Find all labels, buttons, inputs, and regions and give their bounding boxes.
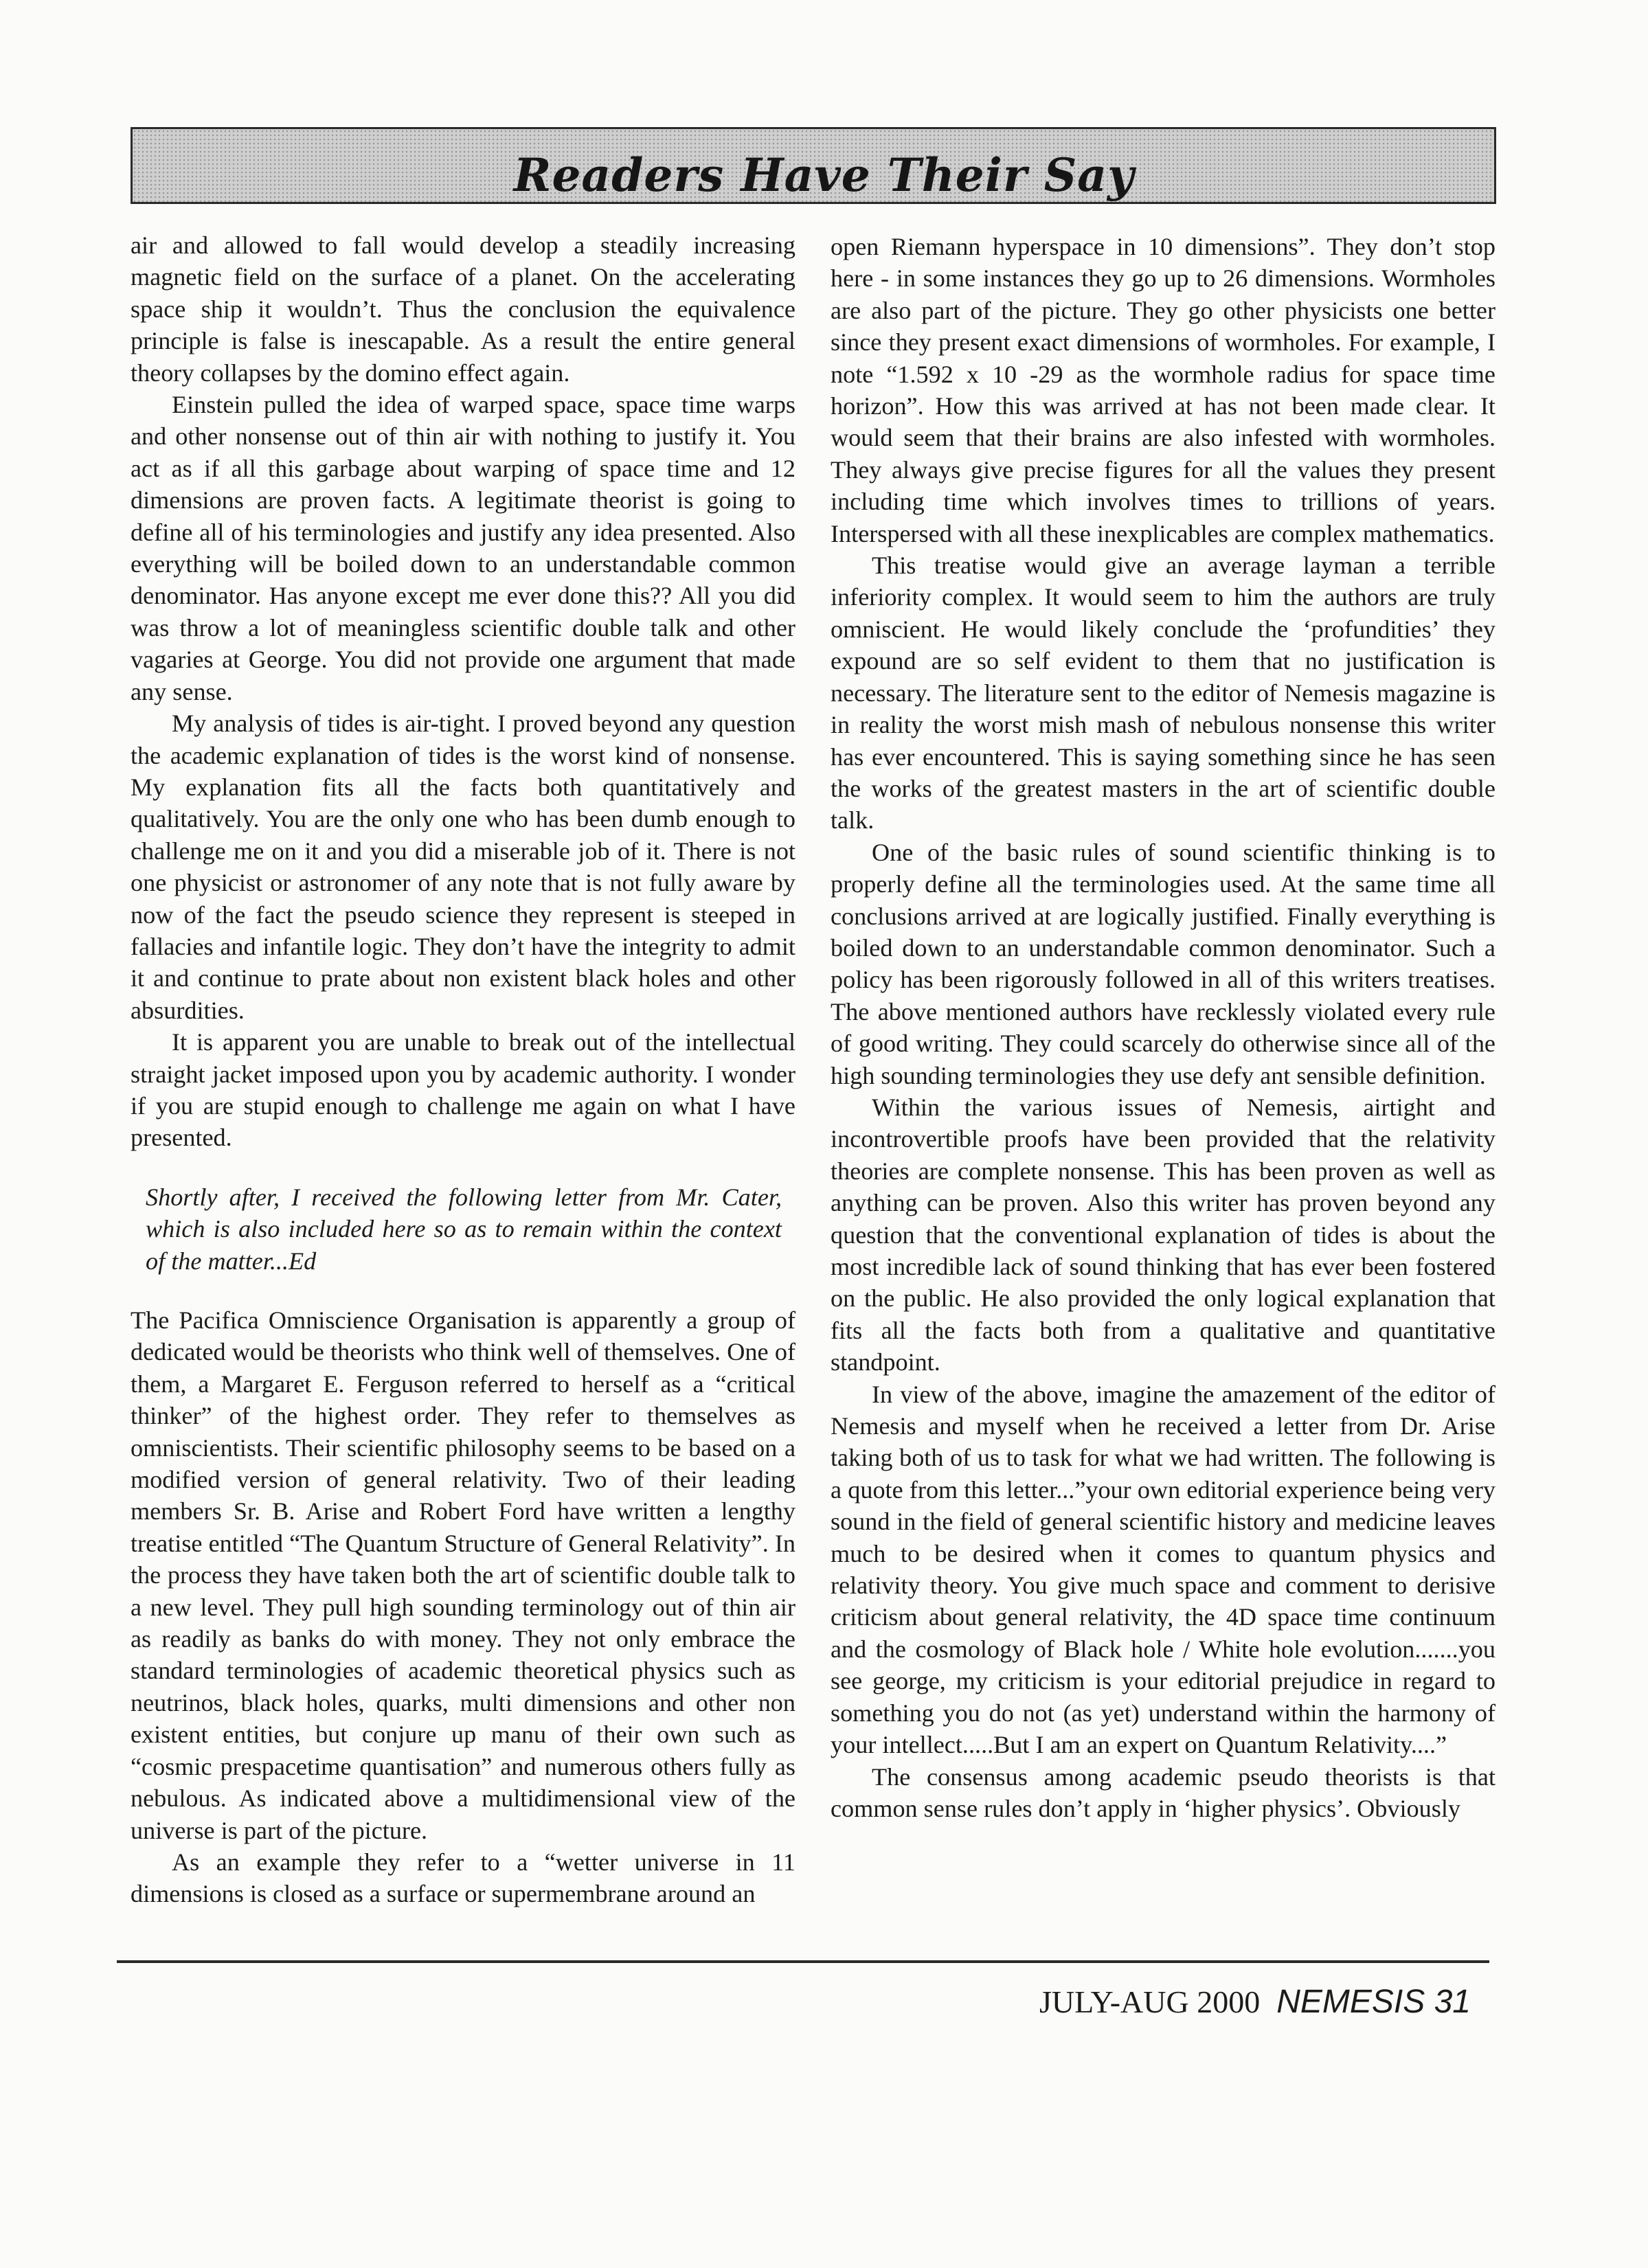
paragraph: open Riemann hyperspace in 10 dimensions”. They don’t stop here - in some instances they go up to 26 dimensions. Wormholes are also part of the picture. They go other physicists one better since they present exact dimensions of wormholes. For example, I note “1.592 x 10 -29 as the wormhole radius for space time horizon”. How this was arrived at has not been made clear. It would seem that their brains are also infested with wormholes. They always give precise figures for all the values they present including time which involves times to trillions of years. Interspersed with all these inexplicables are complex mathematics. [831,233,1495,547]
paragraph: air and allowed to fall would develop a steadily increasing magnetic field on the surface of a planet. On the accelerating space ship it wouldn’t. Thus the conclusion the equivalence principle is false is inescapable. As a result the entire general theory collapses by the domino effect again. [131,231,795,387]
paragraph: This treatise would give an average layman a terrible inferiority complex. It would seem to him the authors are truly omniscient. He would likely conclude the ‘profundities’ they expound are so self evident to them that no justification is necessary. The literature sent to the editor of Nemesis magazine is in reality the worst mish mash of nebulous nonsense this writer has ever encountered. This is saying something since he has seen the works of the greatest masters in the art of scientific double talk. [831,552,1495,835]
editor-note: Shortly after, I received the following letter from Mr. Cater, which is also included here so as to remain within the context of the matter...Ed [146,1183,782,1275]
left-column [131,229,795,1910]
paragraph: In view of the above, imagine the amazement of the editor of Nemesis and myself when he received a letter from Dr. Arise taking both of us to task for what we had written. The following is a quote from this letter...”your own editorial experience being very sound in the field of general scientific history and medicine leaves much to be desired when it comes to quantum physics and relativity theory. You give much space and comment to derisive criticism about general relativity, the 4D space time continuum and the cosmology of Black hole / White hole evolution.......you see george, my criticism is your editorial prejudice in regard to something you do not (as yet) understand within the harmony of your intellect.....But I am an expert on Quantum Relativity....” [831,1380,1495,1759]
page-footer [1039,1982,1471,2023]
paragraph: It is apparent you are unable to break out of the intellectual straight jacket imposed upon you by academic authority. I wonder if you are stupid enough to challenge me again on what I have presented. [131,1028,795,1152]
magazine-page: NEMESIS 31 [1276,1984,1471,2020]
paragraph: Einstein pulled the idea of warped space, space time warps and other nonsense out of thin air with nothing to justify it. You act as if all this garbage about warping of space time and 12 dimensions are proven facts. A legitimate theorist is going to define all of his terminologies and justify any idea presented. Also everything will be boiled down to an understandable common denominator. Has anyone except me ever done this?? All you did was throw a lot of meaningless scientific double talk and other vagaries at George. You did not provide one argument that made any sense. [131,391,795,705]
paragraph: The Pacifica Omniscience Organisation is apparently a group of dedicated would be theorists who think well of themselves. One of them, a Margaret E. Ferguson referred to herself as a “critical thinker” of the highest order. They refer to themselves as omniscientists. Their scientific philosophy seems to be based on a modified version of general relativity. Two of their leading members Sr. B. Arise and Robert Ford have written a lengthy treatise entitled “The Quantum Structure of General Relativity”. In the process they have taken both the art of scientific double talk to a new level. They pull high sounding terminology out of thin air as readily as banks do with money. They not only embrace the standard terminologies of academic theoretical physics such as neutrinos, black holes, quarks, multi dimensions and other non existent entities, but conjure up manu of their own such as “cosmic prespacetime quantisation” and numerous others fully as nebulous. As indicated above a multidimensional view of the universe is part of the picture. [131,1306,795,1844]
paragraph: One of the basic rules of sound scientific thinking is to properly define all the terminologies used. At the same time all conclusions arrived at are logically justified. Finally everything is boiled down to an understandable common denominator. Such a policy has been rigorously followed in all of this writers treatises. The above mentioned authors have recklessly violated every rule of good writing. They could scarcely do otherwise since all of the high sounding terminologies they use defy ant sensible definition. [831,838,1495,1089]
paragraph: The consensus among academic pseudo theorists is that common sense rules don’t apply in ‘higher physics’. Obviously [831,1762,1495,1822]
right-column [831,231,1495,1824]
section-title: Readers Have Their Say [513,148,1135,202]
paragraph: My analysis of tides is air-tight. I proved beyond any question the academic explanation of tides is the worst kind of nonsense. My explanation fits all the facts both quantitatively and qualitatively. You are the only one who has been dumb enough to challenge me on it and you did a miserable job of it. There is not one physicist or astronomer of any note that is not fully aware by now of the fact the pseudo science they represent is steeped in fallacies and infantile logic. They don’t have the integrity to admit it and continue to prate about non existent black holes and other absurdities. [131,710,795,1024]
issue-date: JULY-AUG 2000 [1039,1984,1261,2019]
footer-rule [117,1960,1489,1963]
paragraph: Within the various issues of Nemesis, airtight and incontrovertible proofs have been provided that the relativity theories are complete nonsense. This has been proven as well as anything can be proven. Also this writer has proven beyond any question that the conventional explanation of tides is about the most incredible lack of sound thinking that has ever been fostered on the public. He also provided the only logical explanation that fits all the facts both from a qualitative and quantitative standpoint. [831,1093,1495,1376]
paragraph: As an example they refer to a “wetter universe in 11 dimensions is closed as a surface or supermembrane around an [131,1848,795,1908]
